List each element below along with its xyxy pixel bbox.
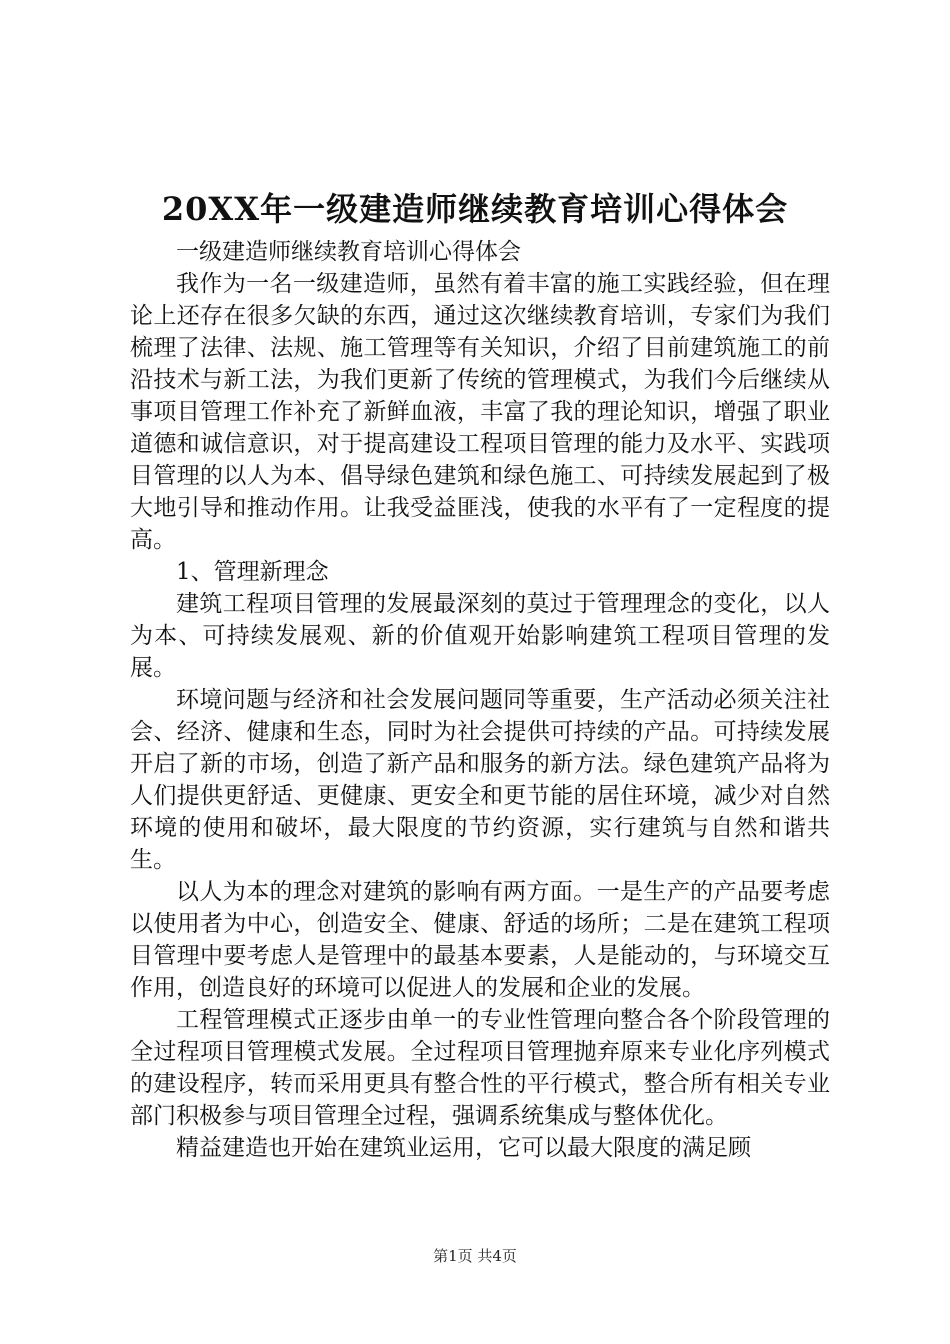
paragraph: 精益建造也开始在建筑业运用，它可以最大限度的满足顾 xyxy=(176,1135,751,1161)
paragraph: 以人为本的理念对建筑的影响有两方面。一是生产的产品要考虑以使用者为中心，创造安全、健康、舒适的场所；二是在建筑工程项目管理中要考虑人是管理中的最基本要素，人是能动的，与环境交互作用，创造良好的环境可以促进人的发展和企业的发展。 xyxy=(130,879,830,1001)
page-footer: 第1页 共4页 xyxy=(433,1247,517,1265)
document-title: 20XX年一级建造师继续教育培训心得体会 xyxy=(161,190,789,228)
paragraph: 环境问题与经济和社会发展问题同等重要，生产活动必须关注社会、经济、健康和生态，同时为社会提供可持续的产品。可持续发展开启了新的市场，创造了新产品和服务的新方法。绿色建筑产品将为人们提供更舒适、更健康、更安全和更节能的居住环境，减少对自然环境的使用和破坏，最大限度的节约资源，实行建筑与自然和谐共生。 xyxy=(130,687,830,873)
paragraph-subtitle: 一级建造师继续教育培训心得体会 xyxy=(176,239,521,265)
section-heading: 1、管理新理念 xyxy=(176,559,329,585)
paragraph: 建筑工程项目管理的发展最深刻的莫过于管理理念的变化，以人为本、可持续发展观、新的价值观开始影响建筑工程项目管理的发展。 xyxy=(130,591,830,681)
paragraph: 我作为一名一级建造师，虽然有着丰富的施工实践经验，但在理论上还存在很多欠缺的东西，通过这次继续教育培训，专家们为我们梳理了法律、法规、施工管理等有关知识，介绍了目前建筑施工的前沿技术与新工法，为我们更新了传统的管理模式，为我们今后继续从事项目管理工作补充了新鲜血液，丰富了我的理论知识，增强了职业道德和诚信意识，对于提高建设工程项目管理的能力及水平、实践项目管理的以人为本、倡导绿色建筑和绿色施工、可持续发展起到了极大地引导和推动作用。让我受益匪浅，使我的水平有了一定程度的提高。 xyxy=(130,271,830,553)
paragraph: 工程管理模式正逐步由单一的专业性管理向整合各个阶段管理的全过程项目管理模式发展。全过程项目管理抛弃原来专业化序列模式的建设程序，转而采用更具有整合性的平行模式，整合所有相关专业部门积极参与项目管理全过程，强调系统集成与整体优化。 xyxy=(130,1007,830,1129)
document-body xyxy=(130,236,830,1164)
